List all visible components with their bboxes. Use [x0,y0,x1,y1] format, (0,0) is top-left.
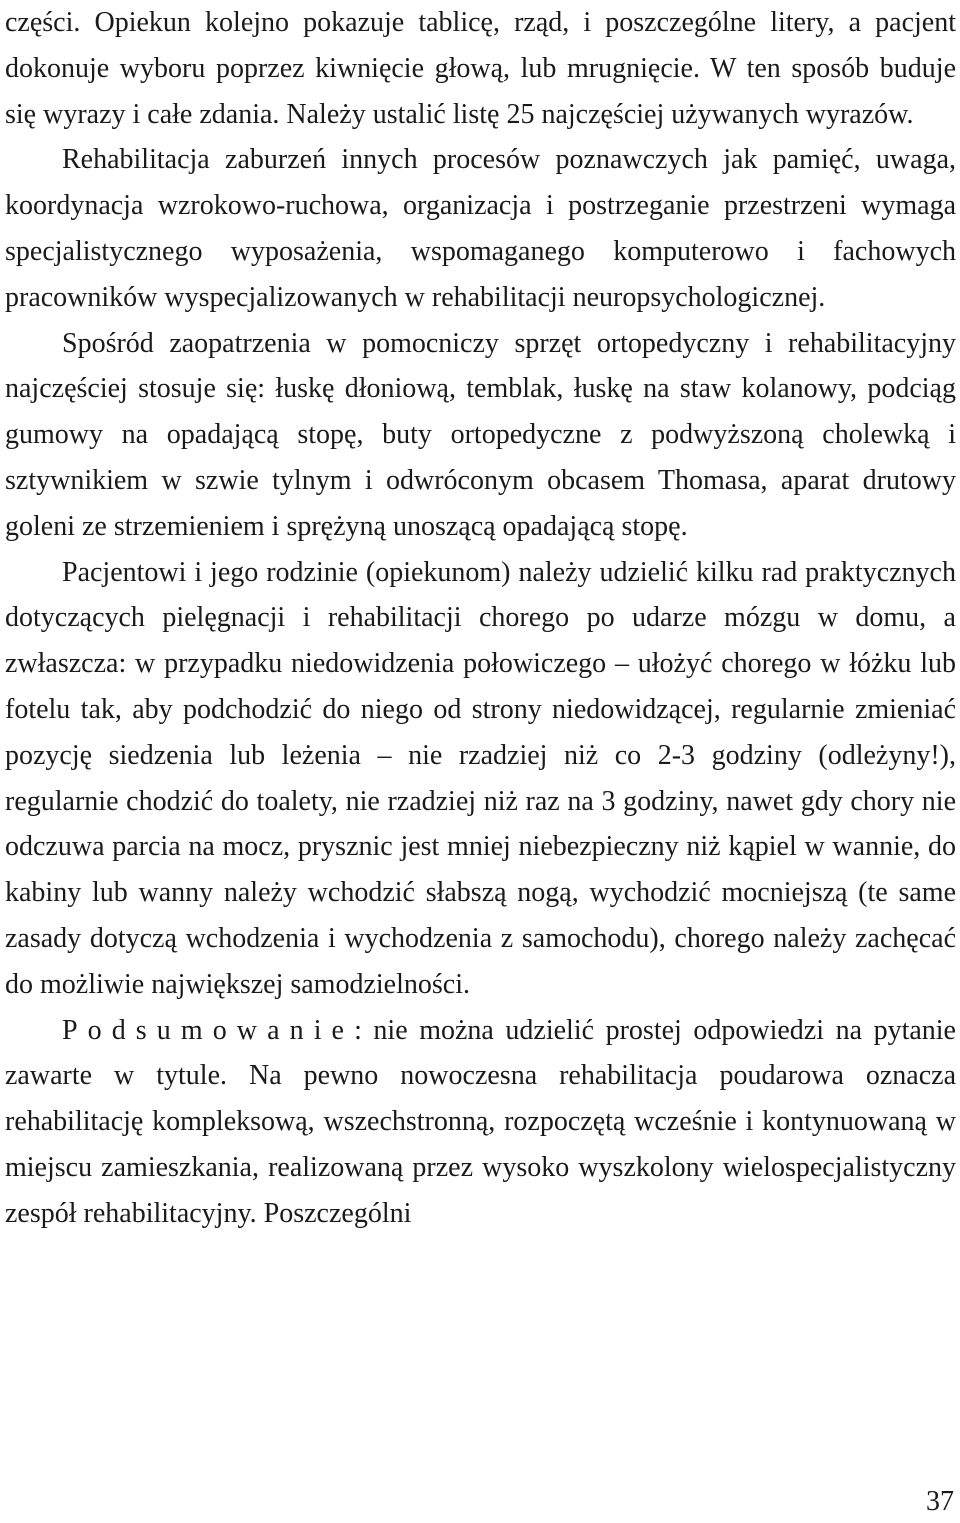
paragraph-communication-board: części. Opiekun kolejno pokazuje tablicę, rząd, i poszczególne litery, a pacjent dokonuje wyboru poprzez kiwnięcie głową, lub mrugnięcie. W ten sposób buduje się wyrazy i całe zdania. Należy ustalić listę 25 najczęściej używanych wyrazów. [5,7,956,130]
paragraph-home-care-advice: Pacjentowi i jego rodzinie (opiekunom) należy udzielić kilku rad praktycznych dotyczących pielęgnacji i rehabilitacji chorego po udarze mózgu w domu, a zwłaszcza: w przypadku niedowidzenia połowiczego – ułożyć chorego w łóżku lub fotelu tak, aby podchodzić do niego od strony niedowidzącej, regularnie zmieniać pozycję siedzenia lub leżenia – nie rzadziej niż co 2-3 godziny (odleżyny!), regularnie chodzić do toalety, nie rzadziej niż raz na 3 godziny, nawet gdy chory nie odczuwa parcia na mocz, prysznic jest mniej niebezpieczny niż kąpiel w wannie, do kabiny lub wanny należy wchodzić słabszą nogą, wychodzić mocniejszą (te same zasady dotyczą wchodzenia i wychodzenia z samochodu), chorego należy zachęcać do możliwie największej samodzielności. [5,556,956,1000]
summary-text: : nie można udzielić prostej odpowiedzi na pytanie zawarte w tytule. Na pewno nowoczesna rehabilitacja poudarowa oznacza rehabilitację kompleksową, wszechstronną, rozpoczętą wcześnie i kontynuowaną w miejscu zamieszkania, realizowaną przez wysoko wyszkolony wielospecjalistyczny zespół rehabilitacyjny. Poszczególni [5,1014,956,1229]
summary-lead-word: Podsumowanie [62,1014,355,1046]
page-number: 37 [926,1486,954,1517]
paragraph-summary [5,1008,956,1237]
document-page [5,0,956,1237]
paragraph-orthopedic-equipment: Spośród zaopatrzenia w pomocniczy sprzęt ortopedyczny i rehabilitacyjny najczęściej stosuje się: łuskę dłoniową, temblak, łuskę na staw kolanowy, podciąg gumowy na opadającą stopę, buty ortopedyczne z podwyższoną cholewką i sztywnikiem w szwie tylnym i odwróconym obcasem Thomasa, aparat drutowy goleni ze strzemieniem i sprężyną unoszącą opadającą stopę. [5,327,956,542]
paragraph-cognitive-rehabilitation: Rehabilitacja zaburzeń innych procesów poznawczych jak pamięć, uwaga, koordynacja wzrokowo-ruchowa, organizacja i postrzeganie przestrzeni wymaga specjalistycznego wyposażenia, wspomaganego komputerowo i fachowych pracowników wyspecjalizowanych w rehabilitacji neuropsychologicznej. [5,144,956,313]
